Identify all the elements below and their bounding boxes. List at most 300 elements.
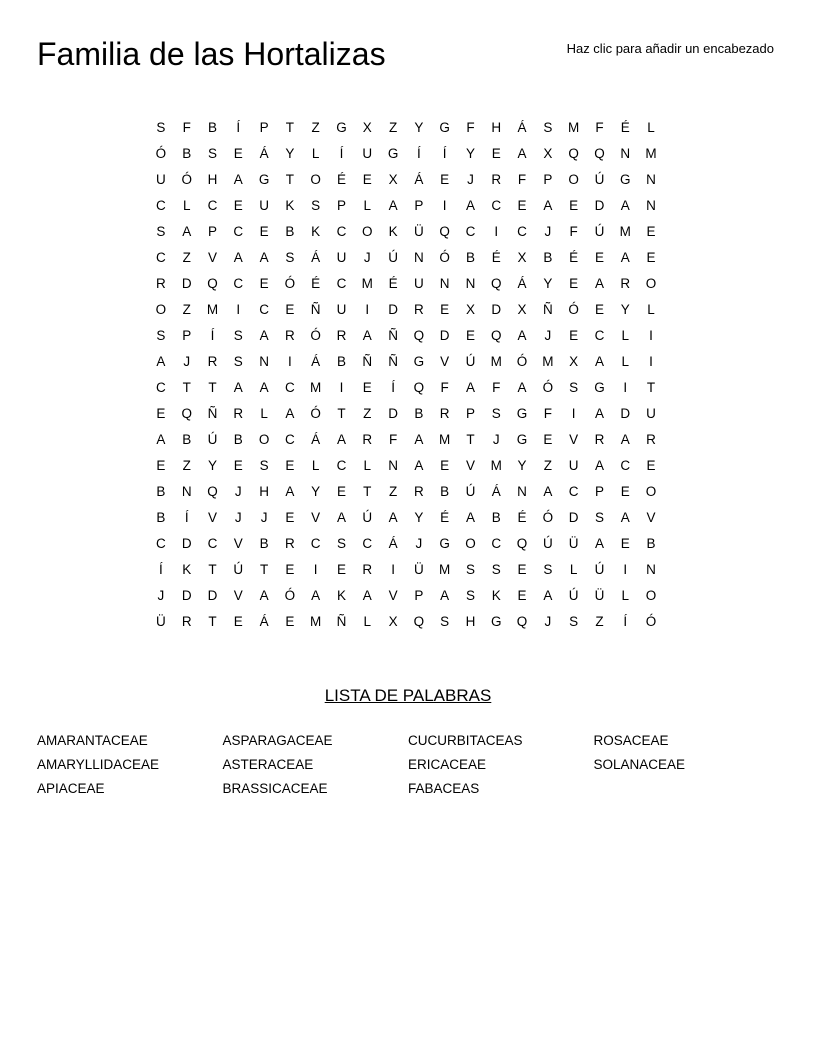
page-title: Familia de las Hortalizas: [37, 36, 386, 72]
grid-letter: R: [413, 484, 424, 499]
grid-letter: A: [594, 406, 604, 421]
grid-letter: Y: [414, 120, 424, 135]
grid-letter: T: [208, 380, 217, 395]
grid-letter: A: [620, 510, 630, 525]
grid-letter: O: [258, 432, 270, 447]
grid-letter: L: [311, 146, 320, 161]
grid-letter: E: [285, 614, 295, 629]
grid-letter: K: [182, 562, 192, 577]
grid-letter: I: [623, 562, 628, 577]
grid-letter: I: [442, 198, 447, 213]
grid-letter: Q: [516, 614, 528, 629]
grid-letter: Q: [413, 614, 425, 629]
grid-letter: L: [621, 588, 629, 603]
grid-letter: Z: [182, 250, 191, 265]
grid-letter: A: [233, 380, 243, 395]
grid-letter: M: [310, 614, 322, 629]
grid-letter: I: [649, 354, 653, 369]
grid-letter: A: [233, 172, 243, 187]
grid-letter: Á: [491, 484, 501, 499]
grid-letter: U: [568, 458, 579, 473]
grid-letter: M: [619, 224, 631, 239]
grid-letter: N: [413, 250, 424, 265]
grid-letter: E: [156, 406, 166, 421]
grid-letter: N: [439, 276, 450, 291]
grid-letter: I: [623, 380, 628, 395]
grid-letter: Y: [311, 484, 321, 499]
grid-letter: Q: [439, 224, 450, 239]
grid-letter: P: [414, 588, 424, 603]
grid-letter: K: [388, 224, 398, 239]
grid-letter: X: [543, 146, 553, 161]
grid-letter: A: [594, 276, 604, 291]
grid-letter: A: [311, 588, 321, 603]
word-list-item: APIACEAE: [37, 781, 105, 796]
word-list-item: ASPARAGACEAE: [222, 733, 333, 748]
grid-letter: D: [439, 328, 450, 343]
grid-letter: É: [440, 510, 450, 525]
grid-letter: A: [259, 328, 269, 343]
grid-letter: Ú: [362, 510, 373, 525]
grid-letter: I: [365, 302, 370, 317]
grid-letter: V: [311, 510, 321, 525]
grid-letter: N: [181, 484, 192, 499]
grid-letter: Í: [236, 120, 241, 135]
grid-letter: D: [568, 510, 579, 525]
grid-letter: Ü: [413, 562, 424, 577]
grid-letter: A: [594, 536, 604, 551]
grid-letter: X: [388, 614, 398, 629]
grid-letter: Ü: [594, 588, 605, 603]
grid-letter: I: [236, 302, 241, 317]
grid-letter: Ó: [542, 380, 554, 395]
grid-letter: C: [285, 380, 295, 395]
grid-letter: Ú: [465, 484, 476, 499]
grid-letter: E: [362, 172, 372, 187]
grid-letter: T: [646, 380, 656, 395]
grid-letter: G: [413, 354, 425, 369]
grid-letter: A: [465, 198, 475, 213]
grid-letter: Ó: [439, 250, 450, 265]
grid-letter: Á: [517, 276, 527, 291]
grid-letter: B: [182, 432, 192, 447]
grid-letter: L: [311, 458, 320, 473]
grid-letter: I: [391, 562, 395, 577]
grid-letter: X: [517, 302, 527, 317]
grid-letter: S: [465, 588, 475, 603]
grid-letter: N: [620, 146, 631, 161]
grid-letter: S: [233, 328, 243, 343]
word-list-item: BRASSICACEAE: [222, 781, 328, 796]
grid-letter: Q: [516, 536, 528, 551]
word-list-heading: LISTA DE PALABRAS: [324, 686, 492, 705]
grid-letter: L: [363, 198, 372, 213]
grid-letter: G: [336, 120, 347, 135]
grid-letter: B: [233, 432, 243, 447]
grid-letter: G: [516, 432, 528, 447]
grid-letter: Z: [182, 458, 191, 473]
grid-letter: L: [363, 614, 372, 629]
grid-letter: Í: [416, 146, 421, 161]
grid-letter: D: [181, 588, 192, 603]
grid-letter: G: [594, 380, 605, 395]
grid-letter: G: [439, 120, 450, 135]
grid-letter: E: [440, 172, 450, 187]
grid-letter: P: [543, 172, 553, 187]
grid-letter: C: [594, 328, 605, 343]
grid-letter: L: [182, 198, 191, 213]
grid-letter: E: [594, 302, 604, 317]
grid-letter: E: [285, 562, 295, 577]
grid-letter: C: [362, 536, 373, 551]
grid-letter: E: [569, 276, 579, 291]
grid-letter: P: [207, 224, 217, 239]
grid-letter: X: [569, 354, 579, 369]
grid-letter: R: [594, 432, 605, 447]
grid-letter: X: [362, 120, 372, 135]
grid-letter: M: [568, 120, 580, 135]
grid-letter: Ó: [542, 510, 554, 525]
grid-letter: T: [363, 484, 372, 499]
grid-letter: P: [336, 198, 346, 213]
grid-letter: E: [233, 458, 243, 473]
grid-letter: B: [182, 146, 192, 161]
grid-letter: A: [440, 588, 450, 603]
grid-letter: S: [233, 354, 243, 369]
grid-letter: C: [336, 276, 347, 291]
grid-letter: Y: [414, 510, 424, 525]
grid-letter: Q: [413, 328, 425, 343]
grid-letter: N: [465, 276, 476, 291]
grid-letter: S: [594, 510, 604, 525]
grid-letter: B: [285, 224, 295, 239]
grid-letter: O: [465, 536, 476, 551]
grid-letter: É: [620, 120, 630, 135]
grid-letter: Ñ: [388, 354, 398, 369]
grid-letter: C: [465, 224, 476, 239]
grid-letter: A: [414, 432, 424, 447]
grid-letter: D: [388, 406, 398, 421]
grid-letter: G: [387, 146, 399, 161]
grid-letter: Q: [594, 146, 605, 161]
grid-letter: A: [336, 432, 346, 447]
grid-letter: Y: [465, 146, 475, 161]
grid-letter: Á: [259, 614, 269, 629]
grid-letter: F: [492, 380, 501, 395]
grid-letter: U: [156, 172, 166, 187]
grid-letter: E: [517, 562, 527, 577]
grid-letter: J: [415, 536, 423, 551]
grid-letter: R: [362, 432, 373, 447]
grid-letter: R: [207, 354, 218, 369]
grid-letter: Ú: [594, 562, 605, 577]
grid-letter: D: [207, 588, 218, 603]
grid-letter: Z: [388, 484, 398, 499]
grid-letter: J: [467, 172, 474, 187]
grid-letter: Í: [623, 614, 628, 629]
grid-letter: D: [181, 536, 192, 551]
grid-letter: A: [182, 224, 192, 239]
grid-letter: G: [258, 172, 270, 187]
grid-letter: S: [156, 224, 166, 239]
grid-letter: K: [311, 224, 321, 239]
grid-letter: R: [620, 276, 631, 291]
grid-letter: Ó: [516, 354, 528, 369]
add-header-placeholder[interactable]: Haz clic para añadir un encabezado: [566, 41, 774, 56]
grid-letter: M: [310, 380, 322, 395]
grid-letter: O: [310, 172, 321, 187]
grid-letter: C: [259, 302, 269, 317]
grid-letter: A: [620, 250, 630, 265]
grid-letter: C: [336, 458, 347, 473]
grid-letter: A: [594, 354, 604, 369]
word-search-grid: [148, 115, 664, 635]
grid-letter: U: [259, 198, 269, 213]
grid-letter: Í: [159, 562, 163, 577]
grid-letter: Á: [388, 536, 398, 551]
grid-letter: S: [285, 250, 295, 265]
grid-letter: P: [182, 328, 192, 343]
grid-letter: M: [645, 146, 657, 161]
grid-letter: A: [414, 458, 424, 473]
grid-letter: I: [494, 224, 499, 239]
grid-letter: Ó: [568, 302, 579, 317]
grid-letter: J: [544, 614, 552, 629]
grid-letter: C: [491, 536, 502, 551]
word-list: [37, 729, 779, 801]
grid-letter: Í: [442, 146, 447, 161]
grid-letter: J: [363, 250, 371, 265]
grid-letter: E: [259, 224, 269, 239]
grid-letter: S: [569, 614, 579, 629]
grid-letter: Ñ: [310, 302, 321, 317]
grid-letter: L: [621, 328, 629, 343]
grid-letter: D: [620, 406, 631, 421]
grid-letter: Y: [285, 146, 295, 161]
grid-letter: E: [594, 250, 604, 265]
grid-letter: L: [363, 458, 372, 473]
grid-letter: E: [440, 302, 450, 317]
grid-letter: Z: [311, 120, 320, 135]
grid-letter: V: [388, 588, 398, 603]
grid-letter: T: [285, 120, 294, 135]
word-list-item: ROSACEAE: [593, 733, 669, 748]
grid-letter: Z: [595, 614, 604, 629]
grid-letter: E: [517, 198, 527, 213]
grid-letter: É: [388, 276, 398, 291]
grid-letter: Á: [517, 120, 527, 135]
word-list-item: ERICACEAE: [408, 757, 487, 772]
grid-letter: S: [465, 562, 475, 577]
grid-letter: J: [544, 224, 552, 239]
grid-letter: C: [207, 536, 218, 551]
grid-letter: B: [440, 484, 450, 499]
grid-letter: E: [285, 302, 295, 317]
grid-letter: M: [490, 354, 502, 369]
grid-letter: Ñ: [362, 354, 373, 369]
grid-letter: E: [362, 380, 372, 395]
grid-letter: R: [285, 536, 295, 551]
grid-letter: S: [156, 120, 166, 135]
grid-letter: R: [181, 614, 192, 629]
grid-letter: E: [336, 562, 346, 577]
grid-letter: Q: [413, 380, 425, 395]
grid-letter: M: [439, 432, 451, 447]
word-list-item: ASTERACEAE: [222, 757, 314, 772]
grid-letter: Ñ: [388, 328, 398, 343]
grid-letter: N: [517, 484, 527, 499]
word-list-item: AMARANTACEAE: [37, 733, 148, 748]
grid-letter: U: [362, 146, 373, 161]
grid-letter: Á: [311, 354, 321, 369]
grid-letter: Í: [210, 328, 215, 343]
grid-letter: P: [259, 120, 269, 135]
grid-letter: V: [569, 432, 579, 447]
grid-letter: Ü: [413, 224, 424, 239]
grid-letter: S: [569, 380, 579, 395]
grid-letter: N: [646, 172, 656, 187]
grid-letter: Ü: [568, 536, 579, 551]
grid-letter: Q: [181, 406, 192, 421]
grid-letter: T: [466, 432, 475, 447]
grid-letter: U: [646, 406, 656, 421]
grid-letter: E: [233, 198, 243, 213]
grid-letter: U: [336, 302, 347, 317]
grid-letter: Ó: [310, 328, 321, 343]
grid-letter: C: [310, 536, 321, 551]
grid-letter: A: [285, 484, 295, 499]
grid-letter: A: [388, 510, 398, 525]
grid-letter: S: [259, 458, 269, 473]
word-list-item: AMARYLLIDACEAE: [37, 757, 160, 772]
grid-letter: Á: [311, 250, 321, 265]
grid-letter: Y: [517, 458, 527, 473]
grid-letter: J: [492, 432, 500, 447]
grid-letter: U: [413, 276, 424, 291]
grid-letter: Ú: [465, 354, 476, 369]
grid-letter: F: [543, 406, 552, 421]
grid-letter: J: [260, 510, 268, 525]
grid-letter: N: [259, 354, 269, 369]
grid-letter: G: [619, 172, 631, 187]
grid-letter: H: [465, 614, 476, 629]
grid-letter: A: [156, 432, 166, 447]
grid-letter: S: [491, 406, 501, 421]
grid-letter: N: [646, 562, 656, 577]
grid-letter: A: [233, 250, 243, 265]
grid-letter: R: [413, 302, 424, 317]
grid-letter: T: [208, 614, 217, 629]
grid-letter: Q: [207, 276, 218, 291]
grid-letter: Ó: [645, 614, 657, 629]
grid-letter: B: [646, 536, 656, 551]
grid-letter: D: [491, 302, 502, 317]
grid-letter: É: [336, 172, 346, 187]
grid-letter: B: [156, 484, 166, 499]
grid-letter: A: [259, 588, 269, 603]
grid-letter: V: [233, 536, 243, 551]
grid-letter: F: [388, 432, 398, 447]
grid-letter: Ú: [568, 588, 579, 603]
grid-letter: J: [234, 510, 242, 525]
grid-letter: M: [490, 458, 502, 473]
grid-letter: C: [336, 224, 347, 239]
grid-letter: C: [233, 276, 244, 291]
grid-letter: D: [388, 302, 398, 317]
grid-letter: Ñ: [336, 614, 347, 629]
grid-letter: E: [233, 146, 243, 161]
grid-letter: E: [569, 328, 579, 343]
grid-letter: B: [259, 536, 269, 551]
grid-letter: S: [336, 536, 346, 551]
grid-letter: Ú: [594, 172, 605, 187]
grid-letter: C: [156, 198, 166, 213]
grid-letter: E: [646, 458, 656, 473]
grid-letter: E: [517, 588, 527, 603]
grid-letter: É: [311, 276, 321, 291]
grid-letter: O: [645, 484, 657, 499]
grid-letter: É: [517, 510, 527, 525]
grid-letter: H: [491, 120, 502, 135]
grid-letter: H: [207, 172, 218, 187]
grid-letter: E: [620, 484, 630, 499]
grid-letter: I: [339, 380, 344, 395]
grid-letter: K: [285, 198, 295, 213]
grid-letter: R: [491, 172, 502, 187]
grid-letter: Y: [543, 276, 553, 291]
grid-letter: H: [259, 484, 269, 499]
grid-letter: A: [620, 432, 630, 447]
grid-letter: X: [517, 250, 527, 265]
grid-letter: Q: [491, 328, 502, 343]
grid-letter: E: [336, 484, 346, 499]
grid-letter: E: [465, 328, 475, 343]
grid-letter: R: [156, 276, 166, 291]
grid-letter: S: [543, 562, 553, 577]
grid-letter: A: [362, 588, 372, 603]
grid-letter: Ú: [207, 432, 218, 447]
grid-letter: P: [594, 484, 604, 499]
grid-letter: M: [206, 302, 219, 317]
grid-letter: A: [543, 588, 553, 603]
grid-letter: A: [388, 198, 398, 213]
grid-letter: B: [491, 510, 501, 525]
grid-letter: E: [620, 536, 630, 551]
grid-letter: F: [569, 224, 578, 239]
grid-letter: Ó: [284, 588, 296, 603]
grid-letter: L: [569, 562, 578, 577]
grid-letter: R: [646, 432, 656, 447]
grid-letter: P: [414, 198, 424, 213]
grid-letter: J: [183, 354, 191, 369]
grid-letter: V: [233, 588, 243, 603]
grid-letter: Z: [182, 302, 191, 317]
grid-letter: Ó: [181, 172, 192, 187]
grid-letter: Ñ: [542, 302, 553, 317]
grid-letter: C: [156, 250, 166, 265]
grid-letter: I: [571, 406, 576, 421]
grid-letter: N: [646, 198, 656, 213]
grid-letter: D: [181, 276, 192, 291]
grid-letter: M: [361, 276, 373, 291]
grid-letter: A: [156, 354, 166, 369]
grid-letter: V: [646, 510, 656, 525]
grid-letter: Ó: [155, 146, 167, 161]
grid-letter: Ú: [594, 224, 605, 239]
grid-letter: E: [440, 458, 450, 473]
grid-letter: Ó: [310, 406, 321, 421]
grid-letter: C: [233, 224, 244, 239]
